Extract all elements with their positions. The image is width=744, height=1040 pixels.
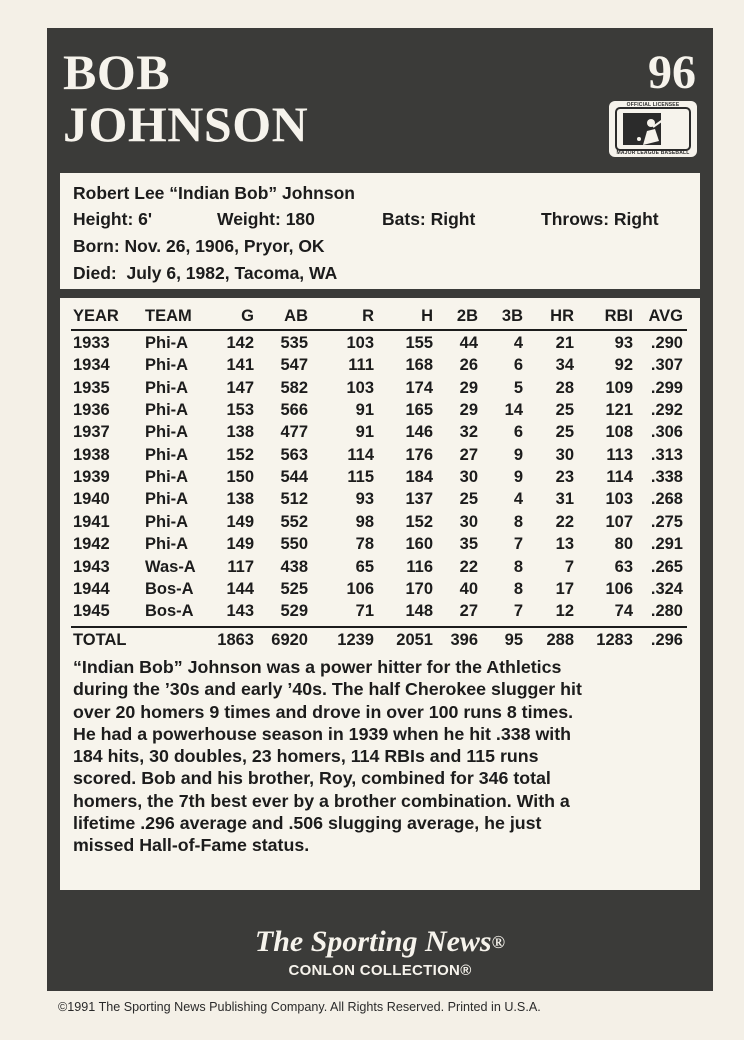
cell-rbi: 121 xyxy=(605,401,633,419)
cell-g: 149 xyxy=(226,513,254,531)
cell-ab: 563 xyxy=(280,446,308,464)
description-line: 184 hits, 30 doubles, 23 homers, 114 RBIs and 115 runs xyxy=(73,746,539,767)
cell-rbi: RBI xyxy=(604,307,633,325)
table-row xyxy=(60,602,700,624)
description-line: lifetime .296 average and .506 slugging average, he just xyxy=(73,813,542,834)
cell-g: 150 xyxy=(226,468,254,486)
cell-rbi: 92 xyxy=(614,356,633,374)
cell-3b: 8 xyxy=(513,558,523,576)
born: Born: Nov. 26, 1906, Pryor, OK xyxy=(73,236,325,256)
cell-team: Phi-A xyxy=(145,379,189,397)
table-row xyxy=(60,558,700,580)
cell-2b: 29 xyxy=(459,401,478,419)
cell-rbi: 106 xyxy=(605,580,633,598)
cell-hr: HR xyxy=(550,307,574,325)
description-line: He had a powerhouse season in 1939 when he hit .338 with xyxy=(73,723,572,744)
cell-avg: .265 xyxy=(650,558,683,576)
description-line: homers, the 7th best ever by a brother combination. With a xyxy=(73,790,570,811)
cell-2b: 26 xyxy=(459,356,478,374)
cell-r: 78 xyxy=(355,535,374,553)
cell-r: 103 xyxy=(346,379,374,397)
cell-r: 65 xyxy=(355,558,374,576)
cell-r: 114 xyxy=(347,446,374,464)
stats-panel xyxy=(60,298,700,890)
cell-avg: .268 xyxy=(650,490,683,508)
cell-g: 147 xyxy=(226,379,254,397)
cell-team: Was-A xyxy=(145,558,196,576)
cell-3b: 6 xyxy=(513,423,523,441)
cell-year: 1943 xyxy=(73,558,110,576)
throws: Throws: Right xyxy=(541,209,659,229)
player-description xyxy=(73,656,693,857)
cell-team: Phi-A xyxy=(145,334,189,352)
cell-hr: 30 xyxy=(555,446,574,464)
header-rule xyxy=(71,329,687,331)
cell-h: 174 xyxy=(405,379,433,397)
cell-r: 111 xyxy=(348,356,374,374)
cell-rbi: 107 xyxy=(605,513,633,531)
cell-rbi: 109 xyxy=(605,379,633,397)
cell-year: 1938 xyxy=(73,446,110,464)
table-header xyxy=(60,307,700,329)
table-row xyxy=(60,401,700,423)
cell-avg: .306 xyxy=(650,423,683,441)
cell-3b: 14 xyxy=(504,401,523,419)
table-row xyxy=(60,580,700,602)
cell-3b: 5 xyxy=(513,379,523,397)
cell-rbi: 103 xyxy=(605,490,633,508)
cell-ab: 535 xyxy=(280,334,308,352)
cell-year: 1945 xyxy=(73,602,110,620)
cell-avg: .324 xyxy=(650,580,683,598)
cell-hr: 22 xyxy=(555,513,574,531)
cell-avg: .275 xyxy=(650,513,683,531)
card-number: 96 xyxy=(648,46,696,99)
cell-ab: AB xyxy=(284,307,308,325)
publisher-name: The Sporting News xyxy=(254,925,492,958)
table-row xyxy=(60,468,700,490)
table-row xyxy=(60,356,700,378)
cell-3b: 6 xyxy=(513,356,523,374)
cell-team: Phi-A xyxy=(145,356,189,374)
cell-h: 148 xyxy=(405,602,433,620)
cell-2b: 30 xyxy=(459,468,478,486)
description-line: scored. Bob and his brother, Roy, combined for 346 total xyxy=(73,768,551,789)
cell-g: 141 xyxy=(226,356,254,374)
cell-hr: 25 xyxy=(555,401,574,419)
cell-ab: 529 xyxy=(280,602,308,620)
registered-mark: ® xyxy=(491,932,506,952)
cell-g: G xyxy=(241,307,254,325)
cell-r: 1239 xyxy=(337,631,374,649)
description-line: “Indian Bob” Johnson was a power hitter for the Athletics xyxy=(73,657,562,677)
cell-g: 149 xyxy=(226,535,254,553)
cell-r: 103 xyxy=(346,334,374,352)
table-row xyxy=(60,535,700,557)
cell-3b: 9 xyxy=(513,468,523,486)
cell-2b: 27 xyxy=(459,446,478,464)
cell-2b: 35 xyxy=(459,535,478,553)
cell-ab: 566 xyxy=(280,401,308,419)
cell-team: Phi-A xyxy=(145,490,189,508)
cell-hr: 288 xyxy=(546,631,574,649)
player-last-name: JOHNSON xyxy=(63,96,309,152)
cell-2b: 2B xyxy=(456,307,478,325)
cell-year: TOTAL xyxy=(73,631,127,649)
cell-hr: 17 xyxy=(555,580,574,598)
cell-avg: .313 xyxy=(650,446,683,464)
cell-ab: 438 xyxy=(280,558,308,576)
cell-2b: 30 xyxy=(459,513,478,531)
cell-h: 2051 xyxy=(396,631,433,649)
table-total-row xyxy=(60,631,700,653)
cell-rbi: 113 xyxy=(606,446,633,464)
cell-hr: 7 xyxy=(564,558,574,576)
cell-year: 1937 xyxy=(73,423,110,441)
cell-rbi: 1283 xyxy=(596,631,633,649)
cell-h: H xyxy=(421,307,433,325)
cell-r: 115 xyxy=(347,468,374,486)
description-line: during the ’30s and early ’40s. The half Cherokee slugger hit xyxy=(73,679,582,700)
cell-h: 176 xyxy=(405,446,433,464)
cell-3b: 8 xyxy=(513,580,523,598)
cell-r: 91 xyxy=(355,423,374,441)
table-row xyxy=(60,334,700,356)
cell-rbi: 80 xyxy=(614,535,633,553)
cell-avg: .299 xyxy=(650,379,683,397)
cell-year: 1936 xyxy=(73,401,110,419)
cell-avg: AVG xyxy=(648,307,683,325)
cell-r: 91 xyxy=(355,401,374,419)
cell-g: 138 xyxy=(226,490,254,508)
cell-3b: 4 xyxy=(513,334,523,352)
cell-r: 106 xyxy=(346,580,374,598)
cell-year: 1935 xyxy=(73,379,110,397)
table-row xyxy=(60,513,700,535)
publisher-logo xyxy=(60,926,700,958)
cell-2b: 25 xyxy=(459,490,478,508)
cell-avg: .290 xyxy=(650,334,683,352)
cell-r: R xyxy=(362,307,374,325)
cell-year: 1942 xyxy=(73,535,110,553)
cell-team: TEAM xyxy=(145,307,192,325)
cell-hr: 25 xyxy=(555,423,574,441)
cell-year: YEAR xyxy=(73,307,119,325)
cell-year: 1940 xyxy=(73,490,110,508)
player-first-name: BOB xyxy=(63,44,171,100)
cell-2b: 32 xyxy=(459,423,478,441)
cell-2b: 27 xyxy=(459,602,478,620)
cell-ab: 525 xyxy=(280,580,308,598)
cell-avg: .296 xyxy=(650,631,683,649)
cell-3b: 7 xyxy=(513,535,523,553)
cell-h: 170 xyxy=(405,580,433,598)
cell-ab: 512 xyxy=(280,490,308,508)
cell-3b: 95 xyxy=(504,631,523,649)
cell-g: 143 xyxy=(226,602,254,620)
cell-ab: 544 xyxy=(280,468,308,486)
bio-panel xyxy=(60,173,700,289)
cell-h: 152 xyxy=(405,513,433,531)
cell-g: 152 xyxy=(226,446,254,464)
cell-3b: 7 xyxy=(513,602,523,620)
cell-avg: .291 xyxy=(650,535,683,553)
table-row xyxy=(60,490,700,512)
cell-2b: 396 xyxy=(450,631,478,649)
cell-avg: .307 xyxy=(650,356,683,374)
cell-rbi: 108 xyxy=(605,423,633,441)
logo-bottom-label: MAJOR LEAGUE BASEBALL xyxy=(616,150,690,156)
cell-rbi: 114 xyxy=(606,468,633,486)
cell-team: Phi-A xyxy=(145,401,189,419)
cell-ab: 477 xyxy=(280,423,308,441)
cell-year: 1933 xyxy=(73,334,110,352)
cell-hr: 13 xyxy=(555,535,574,553)
cell-h: 184 xyxy=(405,468,433,486)
cell-team: Bos-A xyxy=(145,580,194,598)
cell-h: 146 xyxy=(405,423,433,441)
cell-team: Phi-A xyxy=(145,446,189,464)
table-row xyxy=(60,446,700,468)
cell-g: 1863 xyxy=(217,631,254,649)
cell-h: 160 xyxy=(405,535,433,553)
collection-name: CONLON COLLECTION® xyxy=(288,962,472,979)
cell-avg: .280 xyxy=(650,602,683,620)
cell-h: 137 xyxy=(405,490,433,508)
cell-team: Phi-A xyxy=(145,423,189,441)
cell-hr: 28 xyxy=(555,379,574,397)
cell-g: 138 xyxy=(226,423,254,441)
cell-team: Phi-A xyxy=(145,513,189,531)
height: Height: 6' xyxy=(73,209,153,229)
cell-avg: .338 xyxy=(650,468,683,486)
cell-h: 168 xyxy=(405,356,433,374)
cell-3b: 4 xyxy=(513,490,523,508)
cell-rbi: 74 xyxy=(614,602,633,620)
weight: Weight: 180 xyxy=(217,209,315,229)
mlb-logo-icon xyxy=(609,101,697,157)
description-line: missed Hall-of-Fame status. xyxy=(73,835,310,856)
cell-ab: 582 xyxy=(280,379,308,397)
cell-h: 155 xyxy=(405,334,433,352)
cell-hr: 12 xyxy=(555,602,574,620)
cell-year: 1934 xyxy=(73,356,110,374)
cell-g: 142 xyxy=(226,334,254,352)
cell-r: 93 xyxy=(355,490,374,508)
cell-ab: 547 xyxy=(280,356,308,374)
cell-rbi: 93 xyxy=(614,334,633,352)
cell-year: 1941 xyxy=(73,513,110,531)
full-name: Robert Lee “Indian Bob” Johnson xyxy=(73,183,355,203)
player-name xyxy=(63,46,308,150)
logo-top-label: OFFICIAL LICENSEE xyxy=(626,102,680,108)
cell-r: 98 xyxy=(355,513,374,531)
cell-h: 116 xyxy=(406,558,433,576)
cell-r: 71 xyxy=(355,602,374,620)
cell-2b: 40 xyxy=(459,580,478,598)
cell-team: Bos-A xyxy=(145,602,194,620)
cell-3b: 9 xyxy=(513,446,523,464)
cell-ab: 550 xyxy=(280,535,308,553)
cell-2b: 22 xyxy=(459,558,478,576)
cell-3b: 8 xyxy=(513,513,523,531)
cell-2b: 29 xyxy=(459,379,478,397)
cell-rbi: 63 xyxy=(614,558,633,576)
cell-hr: 21 xyxy=(555,334,574,352)
cell-h: 165 xyxy=(405,401,433,419)
cell-team: Phi-A xyxy=(145,535,189,553)
cell-ab: 6920 xyxy=(271,631,308,649)
cell-g: 117 xyxy=(227,558,254,576)
table-row xyxy=(60,423,700,445)
bats: Bats: Right xyxy=(382,209,476,229)
cell-year: 1944 xyxy=(73,580,110,598)
cell-hr: 34 xyxy=(555,356,574,374)
total-rule xyxy=(71,626,687,628)
cell-ab: 552 xyxy=(280,513,308,531)
cell-g: 144 xyxy=(226,580,254,598)
cell-avg: .292 xyxy=(650,401,683,419)
cell-2b: 44 xyxy=(459,334,478,352)
cell-hr: 31 xyxy=(555,490,574,508)
died: Died: July 6, 1982, Tacoma, WA xyxy=(73,263,338,283)
description-line: over 20 homers 9 times and drove in over 100 runs 8 times. xyxy=(73,701,574,722)
copyright-notice: ©1991 The Sporting News Publishing Company. All Rights Reserved. Printed in U.S.A. xyxy=(58,1000,541,1014)
cell-3b: 3B xyxy=(501,307,523,325)
cell-hr: 23 xyxy=(555,468,574,486)
cell-team: Phi-A xyxy=(145,468,189,486)
cell-year: 1939 xyxy=(73,468,110,486)
table-row xyxy=(60,379,700,401)
cell-g: 153 xyxy=(226,401,254,419)
